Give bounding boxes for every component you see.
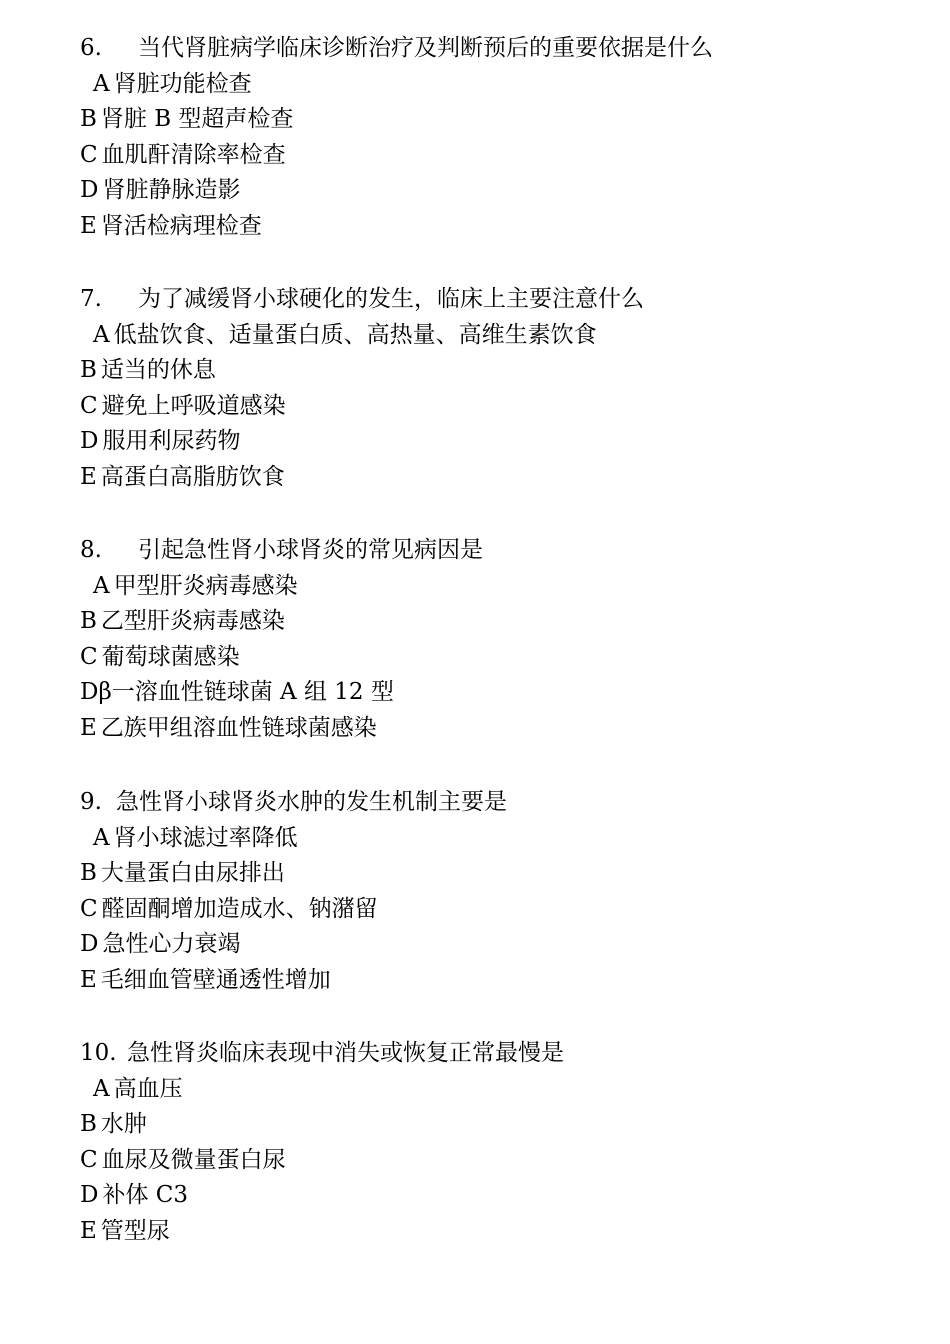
option-letter: E [80,1217,97,1244]
question-8 [80,533,900,746]
option-text: 避免上呼吸道感染 [101,392,286,419]
option-letter: B [80,106,97,132]
option-text: 甲型肝炎病毒感染 [113,572,298,599]
option-text: 肾小球滤过率降低 [113,824,298,851]
question-text: 引起急性肾小球肾炎的常见病因是 [138,537,483,563]
option-b [80,353,900,389]
option-b [80,1107,900,1143]
option-text: 肾脏 B 型超声检查 [100,106,294,132]
option-letter: A [93,824,110,851]
option-text: 大量蛋白由尿排出 [100,860,285,886]
question-6 [80,31,900,244]
option-text: 高血压 [113,1075,183,1102]
option-letter: A [93,572,110,599]
option-letter: D [80,931,99,957]
option-text: β一溶血性链球菌 A 组 12 型 [98,679,394,705]
option-b [80,102,900,138]
option-e [80,963,900,999]
option-text: 毛细血管壁通透性增加 [100,966,331,993]
option-text: 乙族甲组溶血性链球菌感染 [100,714,377,741]
option-letter: E [80,966,97,993]
option-c [80,1143,900,1179]
option-letter: E [80,212,97,239]
option-b [80,856,900,892]
option-e [80,1214,900,1250]
question-7 [80,282,900,495]
option-e [80,209,900,245]
option-letter: A [93,321,110,348]
option-letter: C [80,643,98,670]
option-letter: A [93,70,110,97]
option-d [80,424,900,460]
option-b [80,604,900,640]
option-text: 急性心力衰竭 [102,931,241,957]
question-text: 当代肾脏病学临床诊断治疗及判断预后的重要依据是什么 [138,35,713,61]
question-text: 为了减缓肾小球硬化的发生，临床上主要注意什么 [138,286,644,312]
option-text: 醛固酮增加造成水、钠潴留 [101,895,378,922]
question-number: 9. [80,789,102,815]
question-text: 急性肾小球肾炎水肿的发生机制主要是 [116,789,507,815]
question-10 [80,1036,900,1249]
option-letter: C [80,392,98,419]
option-e [80,711,900,747]
option-text: 血肌酐清除率检查 [101,141,286,168]
question-number: 10. [80,1040,117,1066]
option-text: 适当的休息 [100,357,216,383]
option-letter: C [80,141,98,168]
option-text: 血尿及微量蛋白尿 [101,1146,286,1173]
question-number: 7. [80,286,102,312]
option-letter: E [80,714,97,741]
option-letter: D [80,177,99,203]
question-number: 6. [80,35,102,61]
question-text: 急性肾炎临床表现中消失或恢复正常最慢是 [127,1040,564,1066]
option-letter: B [80,608,97,634]
option-text: 肾脏静脉造影 [102,177,241,203]
option-letter: C [80,1146,98,1173]
option-text: 服用利尿药物 [102,428,241,454]
option-text: 管型尿 [100,1217,170,1244]
question-stem [80,31,900,67]
question-9 [80,785,900,998]
option-letter: C [80,895,98,922]
option-text: 高蛋白高脂肪饮食 [100,463,285,490]
option-c [80,138,900,174]
option-d [80,675,900,711]
option-a [80,1072,900,1108]
option-a [80,67,900,103]
option-c [80,389,900,425]
option-letter: D [80,1182,99,1208]
option-text: 补体 C3 [102,1182,188,1208]
question-stem [80,785,900,821]
option-text: 肾脏功能检查 [113,70,252,97]
option-letter: D [80,679,99,705]
option-text: 水肿 [100,1111,147,1137]
option-a [80,318,900,354]
option-letter: E [80,463,97,490]
option-e [80,460,900,496]
question-stem [80,1036,900,1072]
option-c [80,892,900,928]
option-letter: A [93,1075,110,1102]
option-text: 肾活检病理检查 [100,212,262,239]
option-letter: D [80,428,99,454]
question-stem [80,533,900,569]
option-d [80,1178,900,1214]
option-letter: B [80,357,97,383]
option-d [80,173,900,209]
question-stem [80,282,900,318]
option-letter: B [80,1111,97,1137]
question-number: 8. [80,537,102,563]
option-letter: B [80,860,97,886]
option-c [80,640,900,676]
option-a [80,569,900,605]
option-text: 乙型肝炎病毒感染 [100,608,285,634]
option-text: 低盐饮食、适量蛋白质、高热量、高维生素饮食 [113,321,597,348]
option-d [80,927,900,963]
option-a [80,821,900,857]
option-text: 葡萄球菌感染 [101,643,240,670]
